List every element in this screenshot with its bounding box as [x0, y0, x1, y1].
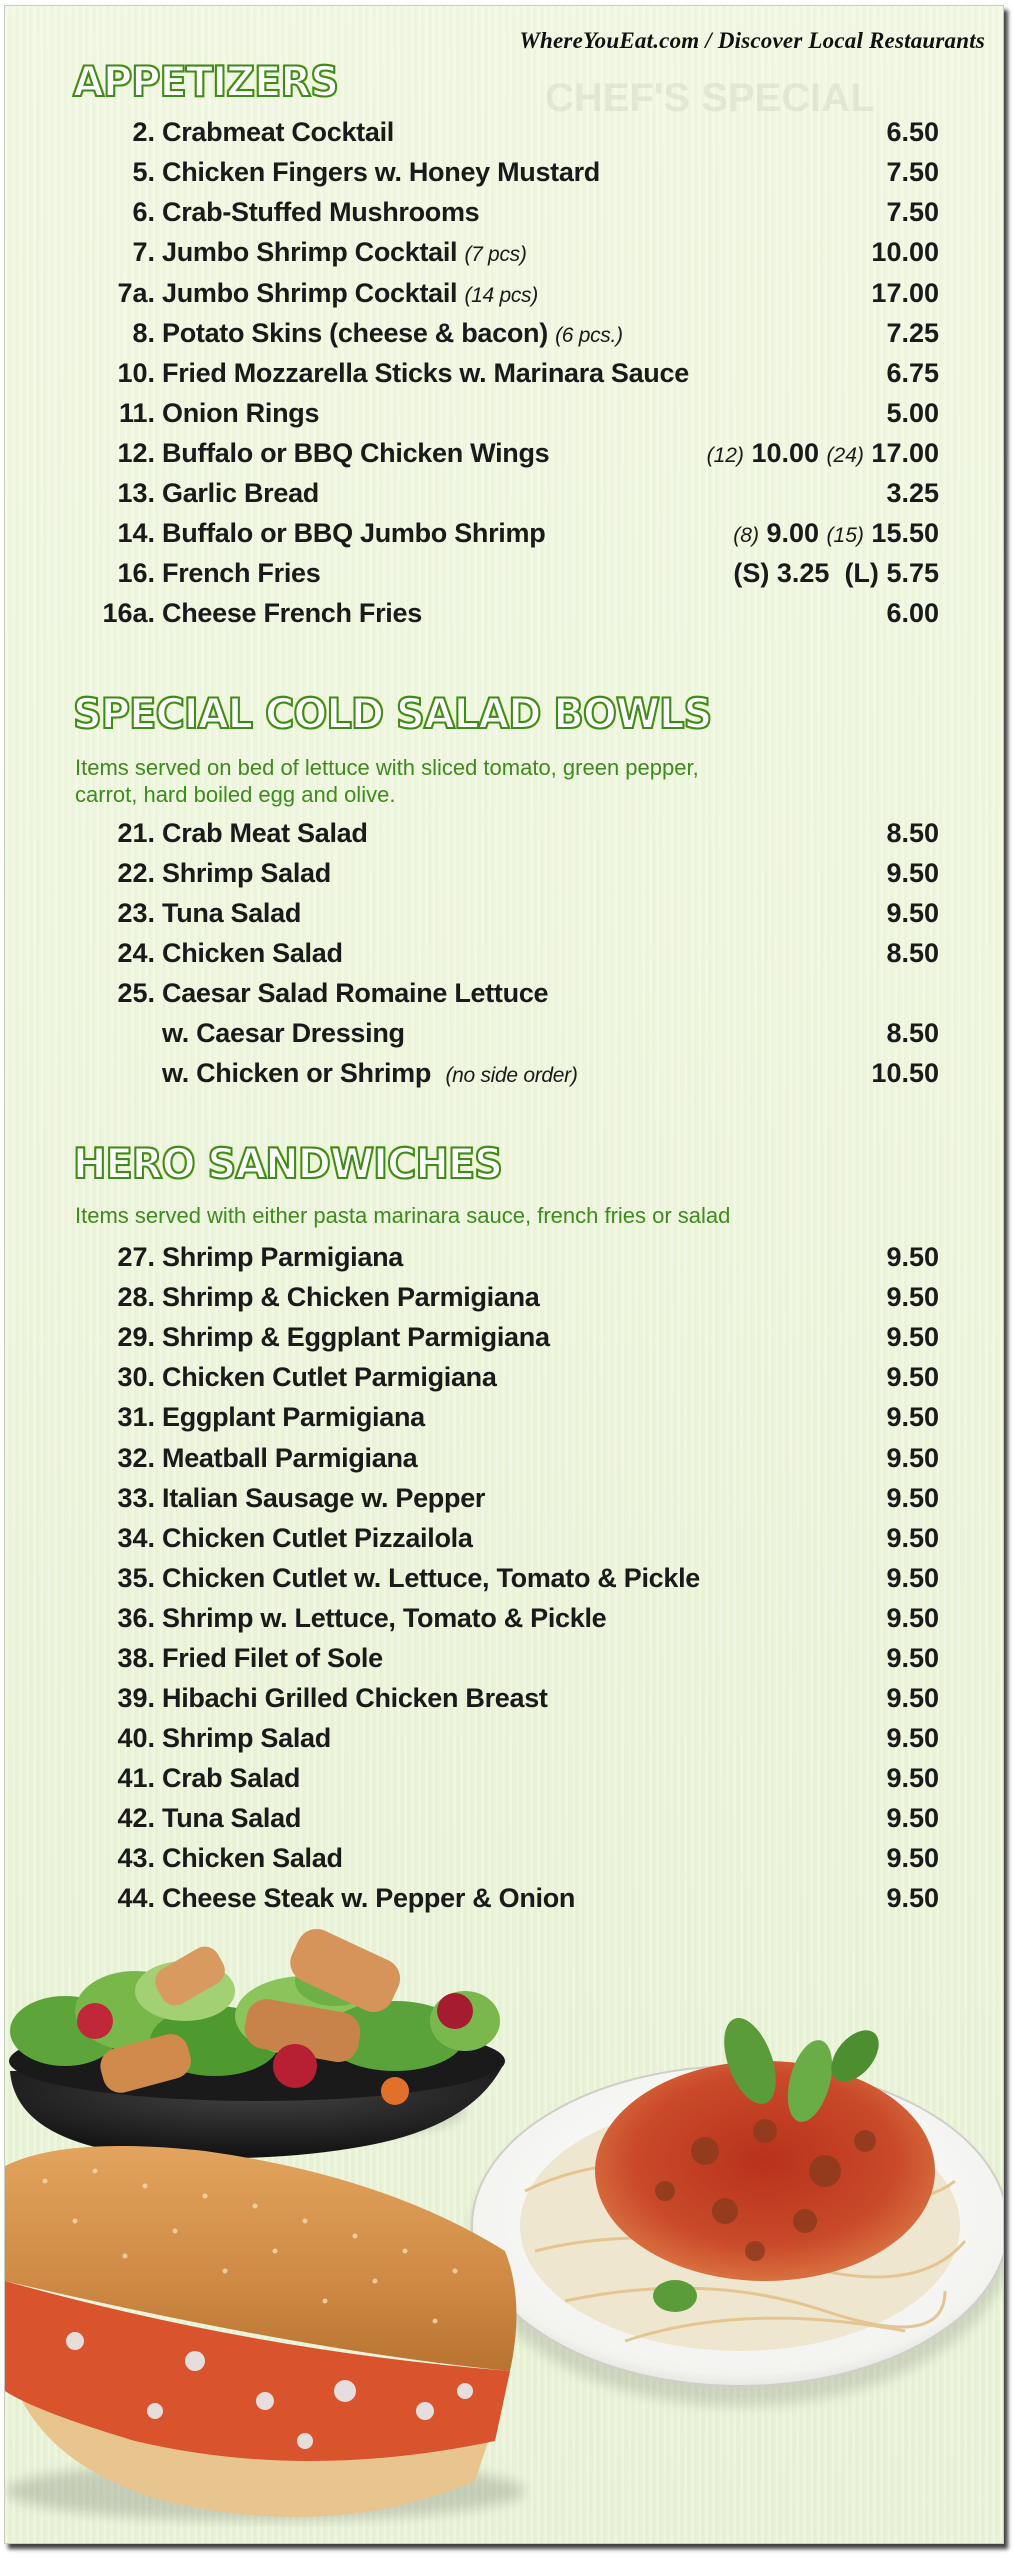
menu-item	[5, 1322, 1003, 1362]
item-name: Fried Filet of Sole	[162, 1643, 383, 1673]
item-price: 9.50	[886, 858, 939, 888]
menu-page	[4, 5, 1004, 2544]
item-price: 9.50	[886, 1523, 939, 1553]
item-number: 7.	[132, 237, 155, 267]
item-name: Fried Mozzarella Sticks w. Marinara Sauce	[162, 358, 689, 388]
item-number: 44.	[117, 1883, 155, 1913]
menu-item	[5, 1723, 1003, 1763]
menu-item	[5, 898, 1003, 938]
item-number: 25.	[117, 978, 155, 1008]
menu-item	[5, 978, 1003, 1018]
menu-item	[5, 558, 1003, 598]
item-name: Crab Salad	[162, 1763, 301, 1793]
item-name: Italian Sausage w. Pepper	[162, 1483, 486, 1513]
menu-item	[5, 117, 1003, 157]
item-note: (6 pcs.)	[555, 324, 623, 347]
item-name: French Fries	[162, 558, 321, 588]
item-name: w. Chicken or Shrimp (no side order)	[162, 1058, 578, 1088]
item-name: Shrimp Salad	[162, 1723, 331, 1753]
item-number: 33.	[117, 1483, 155, 1513]
item-price: 6.50	[886, 117, 939, 147]
item-number: 12.	[117, 438, 155, 468]
item-name: Shrimp Parmigiana	[162, 1242, 403, 1272]
menu-item	[5, 1443, 1003, 1483]
item-price-multi: (S) 3.25 (L) 5.75	[733, 558, 939, 588]
menu-item	[5, 1362, 1003, 1402]
item-number: 32.	[117, 1443, 155, 1473]
item-name: Chicken Salad	[162, 1843, 343, 1873]
item-number: 22.	[117, 858, 155, 888]
item-name: Shrimp Salad	[162, 858, 331, 888]
item-number: 28.	[117, 1282, 155, 1312]
food-photos	[5, 1921, 1003, 2543]
menu-item	[5, 1402, 1003, 1442]
menu-item	[5, 157, 1003, 197]
item-name: Buffalo or BBQ Jumbo Shrimp	[162, 518, 546, 548]
item-price: 9.50	[886, 1242, 939, 1272]
menu-item	[5, 1242, 1003, 1282]
item-price: 8.50	[886, 818, 939, 848]
item-number: 6.	[132, 197, 155, 227]
item-name: Eggplant Parmigiana	[162, 1402, 425, 1432]
item-name: Crab-Stuffed Mushrooms	[162, 197, 480, 227]
menu-item	[5, 1803, 1003, 1843]
item-name: Chicken Fingers w. Honey Mustard	[162, 157, 600, 187]
item-name: Shrimp & Chicken Parmigiana	[162, 1282, 540, 1312]
item-price-multi: (8) 9.00 (15) 15.50	[733, 518, 939, 548]
item-price: 9.50	[886, 1683, 939, 1713]
item-name: Onion Rings	[162, 398, 320, 428]
item-number: 21.	[117, 818, 155, 848]
item-note: (7 pcs)	[464, 243, 527, 266]
item-name: Buffalo or BBQ Chicken Wings	[162, 438, 550, 468]
item-number: 34.	[117, 1523, 155, 1553]
item-number: 7a.	[117, 278, 155, 308]
item-name: Tuna Salad	[162, 1803, 302, 1833]
menu-item	[5, 858, 1003, 898]
item-price: 10.00	[871, 237, 939, 267]
item-price: 9.50	[886, 1843, 939, 1873]
item-price: 7.50	[886, 197, 939, 227]
item-number: 23.	[117, 898, 155, 928]
item-name: Chicken Cutlet w. Lettuce, Tomato & Pickle	[162, 1563, 701, 1593]
item-name: Shrimp & Eggplant Parmigiana	[162, 1322, 550, 1352]
item-number: 16a.	[102, 598, 155, 628]
menu-item	[5, 1523, 1003, 1563]
item-name: Garlic Bread	[162, 478, 319, 508]
item-price: 9.50	[886, 1402, 939, 1432]
menu-item	[5, 197, 1003, 237]
item-number: 2.	[132, 117, 155, 147]
item-price: 8.50	[886, 938, 939, 968]
item-name: Crab Meat Salad	[162, 818, 368, 848]
menu-item	[5, 358, 1003, 398]
menu-item	[5, 1282, 1003, 1322]
menu-item-option	[5, 1058, 1003, 1098]
menu-item	[5, 1643, 1003, 1683]
menu-item	[5, 1563, 1003, 1603]
menu-item	[5, 1683, 1003, 1723]
item-price: 3.25	[886, 478, 939, 508]
menu-item	[5, 278, 1003, 318]
hero-sandwich-image	[5, 2146, 525, 2521]
item-price: 17.00	[871, 278, 939, 308]
menu-item	[5, 1603, 1003, 1643]
item-note: (14 pcs)	[464, 284, 538, 307]
item-number: 16.	[117, 558, 155, 588]
menu-item-option	[5, 1018, 1003, 1058]
item-price: 9.50	[886, 1563, 939, 1593]
item-name: Cheese French Fries	[162, 598, 422, 628]
menu-item	[5, 818, 1003, 858]
item-name: Crabmeat Cocktail	[162, 117, 394, 147]
menu-item	[5, 938, 1003, 978]
item-price: 6.75	[886, 358, 939, 388]
menu-item	[5, 438, 1003, 478]
item-price: 9.50	[886, 1803, 939, 1833]
item-price: 9.50	[886, 1322, 939, 1352]
item-price: 9.50	[886, 1763, 939, 1793]
item-name: Chicken Salad	[162, 938, 343, 968]
item-number: 13.	[117, 478, 155, 508]
item-price: 9.50	[886, 1362, 939, 1392]
item-price: 9.50	[886, 1282, 939, 1312]
item-price: 9.50	[886, 1643, 939, 1673]
menu-item	[5, 318, 1003, 358]
item-number: 14.	[117, 518, 155, 548]
item-price: 9.50	[886, 1723, 939, 1753]
item-price: 9.50	[886, 1443, 939, 1473]
menu-item	[5, 598, 1003, 638]
item-number: 38.	[117, 1643, 155, 1673]
section-title-salad-bowls: SPECIAL COLD SALAD BOWLS	[73, 690, 712, 739]
item-number: 39.	[117, 1683, 155, 1713]
item-price: 9.50	[886, 898, 939, 928]
item-price: 6.00	[886, 598, 939, 628]
section-title-hero-sandwiches: HERO SANDWICHES	[73, 1140, 502, 1189]
item-number: 43.	[117, 1843, 155, 1873]
item-name: Tuna Salad	[162, 898, 302, 928]
section-title-appetizers: APPETIZERS	[73, 58, 339, 107]
menu-item	[5, 1843, 1003, 1883]
item-number: 36.	[117, 1603, 155, 1633]
item-price: 8.50	[886, 1018, 939, 1048]
item-price: 10.50	[871, 1058, 939, 1088]
menu-item	[5, 237, 1003, 277]
menu-item	[5, 398, 1003, 438]
item-name: Potato Skins (cheese & bacon) (6 pcs.)	[162, 318, 623, 348]
spaghetti-plate-image	[470, 2011, 1003, 2406]
item-name: Jumbo Shrimp Cocktail (14 pcs)	[162, 278, 538, 308]
item-number: 31.	[117, 1402, 155, 1432]
item-number: 42.	[117, 1803, 155, 1833]
item-number: 30.	[117, 1362, 155, 1392]
item-number: 40.	[117, 1723, 155, 1753]
item-number: 35.	[117, 1563, 155, 1593]
menu-item	[5, 478, 1003, 518]
item-name: Chicken Cutlet Parmigiana	[162, 1362, 497, 1392]
item-name: w. Caesar Dressing	[162, 1018, 405, 1048]
item-number: 41.	[117, 1763, 155, 1793]
item-number: 29.	[117, 1322, 155, 1352]
item-price-multi: (12) 10.00 (24) 17.00	[706, 438, 939, 468]
item-number: 27.	[117, 1242, 155, 1272]
salad-bowl-image	[9, 1922, 505, 2158]
item-note: (no side order)	[445, 1064, 578, 1087]
item-name: Jumbo Shrimp Cocktail (7 pcs)	[162, 237, 527, 267]
menu-item	[5, 1483, 1003, 1523]
item-number: 8.	[132, 318, 155, 348]
menu-item	[5, 1883, 1003, 1923]
item-price: 5.00	[886, 398, 939, 428]
item-price: 7.25	[886, 318, 939, 348]
item-name: Meatball Parmigiana	[162, 1443, 418, 1473]
item-number: 24.	[117, 938, 155, 968]
item-name: Caesar Salad Romaine Lettuce	[162, 978, 549, 1008]
item-price: 9.50	[886, 1883, 939, 1913]
menu-item	[5, 1763, 1003, 1803]
item-name: Shrimp w. Lettuce, Tomato & Pickle	[162, 1603, 607, 1633]
section-note-salad-bowls: Items served on bed of lettuce with sliced tomato, green pepper, carrot, hard boiled egg and olive.	[75, 755, 699, 807]
item-name: Hibachi Grilled Chicken Breast	[162, 1683, 548, 1713]
item-price: 9.50	[886, 1603, 939, 1633]
site-title[interactable]: WhereYouEat.com / Discover Local Restaurants	[519, 28, 985, 53]
bleed-through-text: CHEF'S SPECIAL	[545, 76, 875, 120]
menu-item	[5, 518, 1003, 558]
item-number: 5.	[132, 157, 155, 187]
item-price: 7.50	[886, 157, 939, 187]
item-name: Chicken Cutlet Pizzailola	[162, 1523, 473, 1553]
item-number: 11.	[118, 398, 155, 428]
item-price: 9.50	[886, 1483, 939, 1513]
section-note-hero-sandwiches: Items served with either pasta marinara sauce, french fries or salad	[75, 1203, 731, 1228]
item-number: 10.	[117, 358, 155, 388]
item-name: Cheese Steak w. Pepper & Onion	[162, 1883, 576, 1913]
